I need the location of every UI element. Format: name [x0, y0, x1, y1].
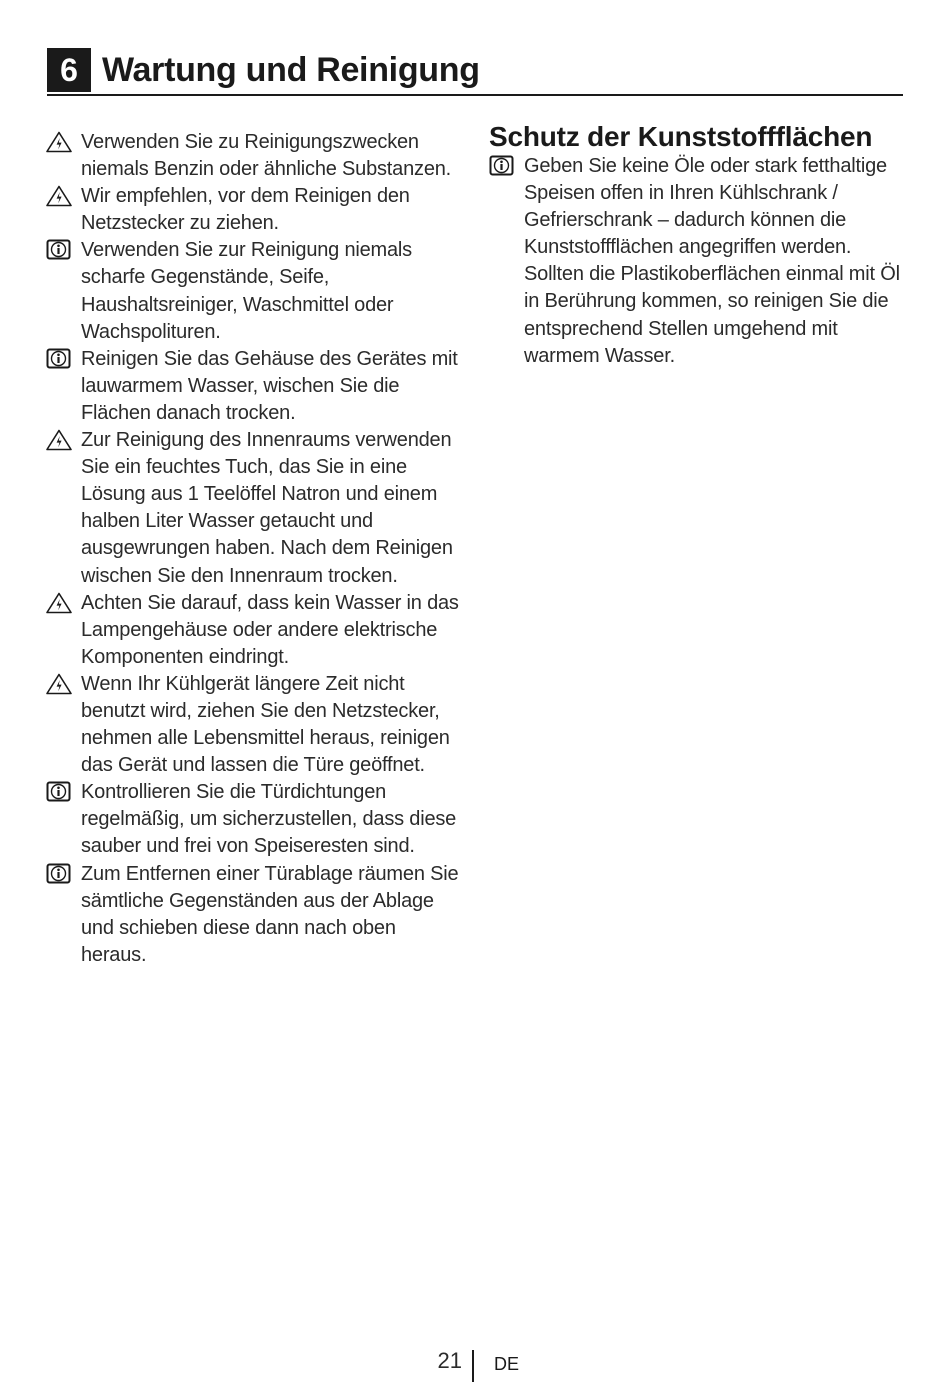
- list-item-text: Zur Reinigung des Innenraums verwenden Sie ein feuchtes Tuch, das Sie in eine Lösung aus 1 Teelöffel Natron und einem halben Liter Wasser getaucht und ausgewrungen haben. Nach dem Reinigen wischen Sie den Innenraum trocken.: [81, 429, 453, 587]
- list-item-text: Wenn Ihr Kühlgerät längere Zeit nicht benutzt wird, ziehen Sie den Netzstecker, nehmen alle Lebensmittel heraus, reinigen das Gerät und lassen die Türe geöffnet.: [81, 672, 450, 777]
- list-item-text: Geben Sie keine Öle oder stark fetthaltige Speisen offen in Ihren Kühlschrank / Gefrierschrank – dadurch können die Kunststoffflächen angegriffen werden. Sollten die Plastikoberflächen einmal mit Öl in Berührung kommen, so reinigen Sie die entsprechend Stellen umgehend mit warmem Wasser.: [524, 155, 900, 367]
- warning-icon: [46, 673, 72, 695]
- left-column: [46, 129, 466, 969]
- right-column: [489, 121, 909, 370]
- warning-icon: [46, 131, 72, 153]
- list-item: [46, 183, 466, 237]
- list-item-text: Achten Sie darauf, dass kein Wasser in das Lampengehäuse oder andere elektrische Komponenten eindringt.: [81, 591, 459, 668]
- section-list: [489, 153, 909, 370]
- list-item-text: Kontrollieren Sie die Türdichtungen regelmäßig, um sicherzustellen, dass diese sauber und frei von Speiseresten sind.: [81, 781, 457, 858]
- list-item-text: Verwenden Sie zu Reinigungszwecken niemals Benzin oder ähnliche Substanzen.: [81, 131, 452, 181]
- page-footer: [0, 1346, 950, 1386]
- chapter-title: Wartung und Reinigung: [102, 51, 480, 89]
- chapter-number: 6: [47, 48, 91, 92]
- footer-divider: [472, 1350, 474, 1382]
- info-icon: [46, 863, 72, 885]
- info-icon: [46, 781, 72, 803]
- list-item: [46, 237, 466, 345]
- list-item-text: Zum Entfernen einer Türablage räumen Sie sämtliche Gegenständen aus der Ablage und schieben diese dann nach oben heraus.: [81, 862, 459, 966]
- list-item: [489, 153, 909, 370]
- info-icon: [46, 348, 72, 370]
- page-number: 21: [437, 1348, 462, 1373]
- list-item: [46, 779, 466, 860]
- warning-icon: [46, 592, 72, 614]
- list-item: [46, 590, 466, 671]
- language-code: DE: [494, 1354, 520, 1374]
- list-item-text: Reinigen Sie das Gehäuse des Gerätes mit lauwarmem Wasser, wischen Sie die Flächen danach trocken.: [81, 347, 458, 424]
- chapter-header: [47, 48, 903, 96]
- section-title: Schutz der Kunststoffflächen: [489, 121, 873, 152]
- warning-icon: [46, 185, 72, 207]
- warning-icon: [46, 429, 72, 451]
- list-item: [46, 129, 466, 183]
- list-item-text: Verwenden Sie zur Reinigung niemals scharfe Gegenstände, Seife, Haushaltsreiniger, Waschmittel oder Wachspolituren.: [81, 239, 412, 343]
- list-item: [46, 427, 466, 590]
- list-item: [46, 861, 466, 969]
- info-icon: [46, 239, 72, 261]
- list-item-text: Wir empfehlen, vor dem Reinigen den Netzstecker zu ziehen.: [81, 185, 410, 235]
- list-item: [46, 671, 466, 779]
- info-icon: [489, 155, 515, 177]
- list-item: [46, 346, 466, 427]
